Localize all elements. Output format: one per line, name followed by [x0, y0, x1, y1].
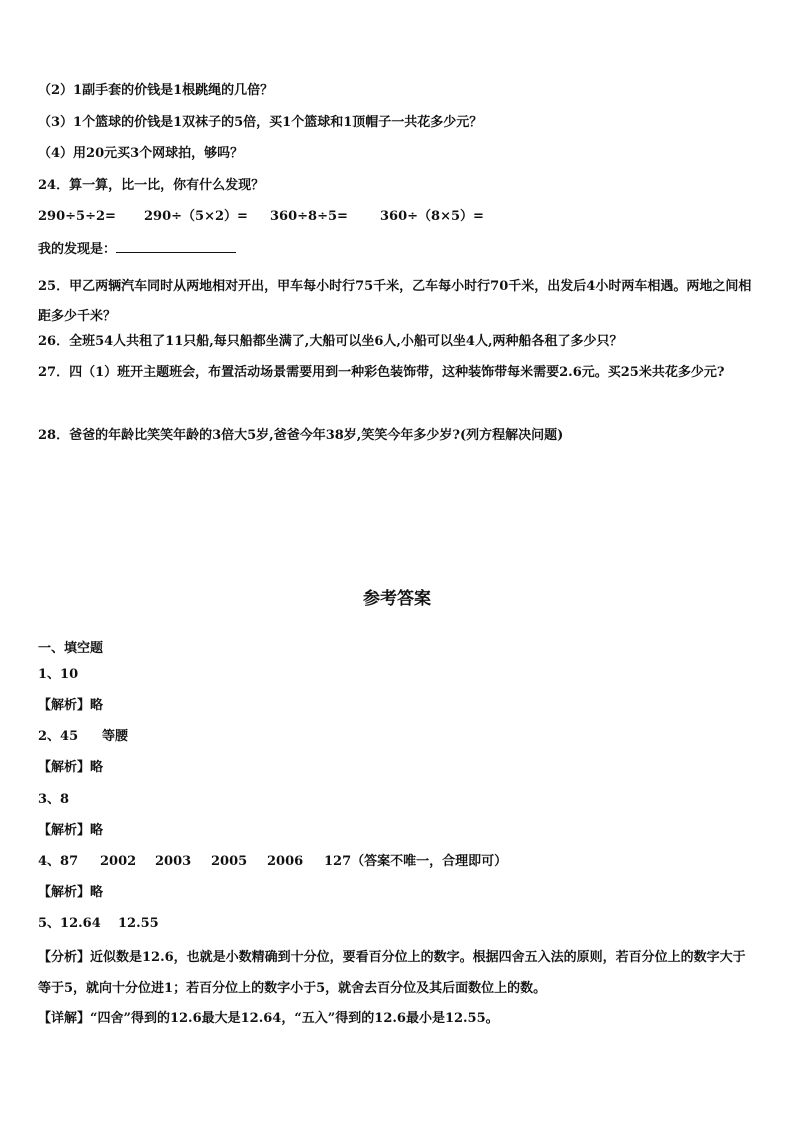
- answers-title: 参考答案: [363, 589, 431, 609]
- question-24-expressions: [38, 209, 758, 225]
- expression-2: 290÷（5×2）=: [144, 209, 248, 224]
- answer-5-value: 5、12.64: [38, 916, 101, 931]
- expression-4: 360÷（8×5）=: [380, 209, 484, 224]
- answer-4-year-2: 2003: [155, 854, 192, 869]
- answer-5-analysis: 【分析】近似数是12.6，也就是小数精确到十分位，要看百分位上的数字。根据四舍五入法的原则，若百分位上的数字大于等于5，就向十分位进1；若百分位上的数字小于5，就舍去百分位及其后面数位上的数。: [38, 950, 746, 996]
- answer-4-year-3: 2005: [211, 854, 248, 869]
- answer-5-detail: 【详解】“四舍”得到的12.6最大是12.64，“五入”得到的12.6最小是12.55。: [38, 1011, 499, 1026]
- answer-2-extra: 等腰: [102, 729, 129, 744]
- question-23-part-3: （3）1个篮球的价钱是1双袜子的5倍，买1个篮球和1顶帽子一共花多少元？: [38, 115, 483, 130]
- question-24-title: 24．算一算，比一比，你有什么发现？: [38, 178, 265, 193]
- answer-3: 3、8: [38, 792, 70, 807]
- answer-2: [38, 729, 758, 745]
- question-28: 28．爸爸的年龄比笑笑年龄的3倍大5岁,爸爸今年38岁,笑笑今年多少岁?(列方程解决问题): [38, 428, 564, 443]
- answer-1: 1、10: [38, 667, 79, 682]
- expression-3: 360÷8÷5=: [270, 209, 348, 224]
- answer-4-year-1: 2002: [100, 854, 137, 869]
- answer-1-analysis: 【解析】略: [38, 698, 104, 713]
- answer-2-analysis: 【解析】略: [38, 760, 104, 775]
- answer-5: [38, 916, 758, 932]
- answer-4-year-4: 2006: [267, 854, 304, 869]
- answer-5-extra: 12.55: [118, 916, 159, 931]
- answer-4: [38, 854, 758, 870]
- discovery-answer-blank[interactable]: [116, 240, 236, 253]
- answer-4-note: 127（答案不唯一，合理即可）: [324, 854, 508, 869]
- answer-4-value: 4、87: [38, 854, 79, 869]
- question-25: 25．甲乙两辆汽车同时从两地相对开出，甲车每小时行75千米，乙车每小时行70千米，出发后4小时两车相遇。两地之间相距多少千米？: [38, 279, 752, 324]
- expression-1: 290÷5÷2=: [38, 209, 116, 224]
- answer-2-value: 2、45: [38, 729, 79, 744]
- answer-4-analysis: 【解析】略: [38, 885, 104, 900]
- question-24-discovery: [38, 240, 758, 258]
- answers-section-1: 一、填空题: [38, 641, 104, 656]
- discovery-label: 我的发现是：: [38, 242, 117, 257]
- question-27: 27．四（1）班开主题班会，布置活动场景需要用到一种彩色装饰带，这种装饰带每米需要2.6元。买25米共花多少元?: [38, 365, 725, 380]
- question-23-part-4: （4）用20元买3个网球拍，够吗？: [38, 146, 244, 161]
- answer-3-analysis: 【解析】略: [38, 823, 104, 838]
- question-26: 26．全班54人共租了11只船,每只船都坐满了,大船可以坐6人,小船可以坐4人,两种船各租了多少只？: [38, 334, 623, 349]
- question-23-part-2: （2）1副手套的价钱是1根跳绳的几倍？: [38, 83, 274, 98]
